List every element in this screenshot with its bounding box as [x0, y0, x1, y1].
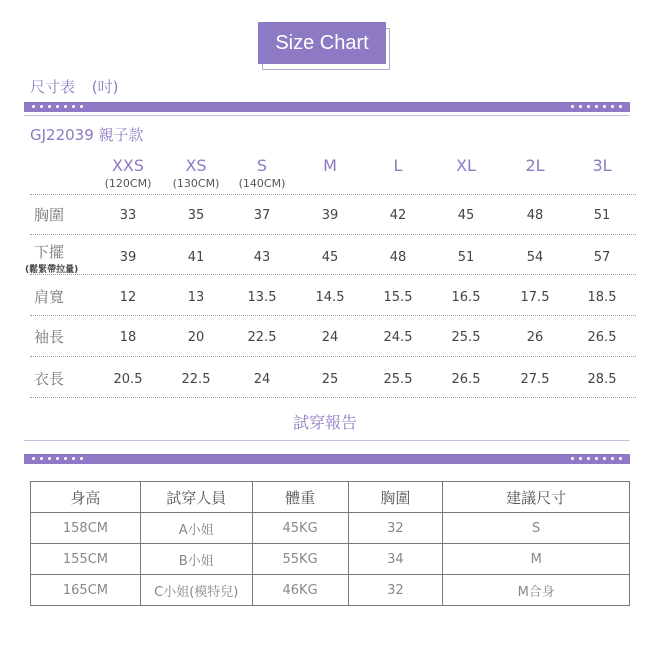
measurement-value: 22.5 — [181, 372, 211, 387]
size-header: 3L — [592, 156, 612, 175]
cell-chest: 32 — [348, 575, 443, 606]
measurement-value: 57 — [593, 250, 611, 265]
measurement-value: 48 — [526, 208, 544, 223]
size-header: M — [323, 156, 337, 175]
bottom-divider-bar — [24, 454, 630, 464]
row-divider — [30, 397, 636, 398]
table-row — [31, 513, 630, 544]
size-chart-title — [258, 22, 390, 70]
measurement-value: 14.5 — [315, 290, 345, 305]
measurement-value: 20.5 — [113, 372, 143, 387]
cell-chest: 34 — [348, 544, 443, 575]
measurement-value: 54 — [526, 250, 544, 265]
measurement-label: 胸圍 — [34, 206, 65, 224]
cell-tester: B小姐 — [140, 544, 252, 575]
measurement-value: 12 — [119, 290, 137, 305]
header-suggested-size: 建議尺寸 — [443, 482, 630, 513]
row-divider — [30, 274, 636, 275]
measurement-value: 13.5 — [247, 290, 277, 305]
measurement-value: 28.5 — [587, 372, 617, 387]
cell-height: 165CM — [31, 575, 141, 606]
section-label — [30, 76, 119, 97]
measurement-label: 下擺 — [34, 243, 65, 261]
cell-weight: 46KG — [252, 575, 348, 606]
fit-report-header-row — [31, 482, 630, 513]
row-divider — [30, 194, 636, 195]
cell-tester: C小姐(模特兒) — [140, 575, 252, 606]
cell-suggested-size: S — [443, 513, 630, 544]
measurement-value: 35 — [187, 208, 205, 223]
cell-height: 155CM — [31, 544, 141, 575]
measurement-value: 24 — [321, 330, 339, 345]
measurement-value: 17.5 — [520, 290, 550, 305]
bar-dots-right — [571, 104, 622, 110]
size-header: XL — [456, 156, 476, 175]
measurement-value: 27.5 — [520, 372, 550, 387]
measurement-value: 39 — [321, 208, 339, 223]
measurement-value: 16.5 — [451, 290, 481, 305]
fit-report-table — [30, 481, 630, 606]
measurement-value: 41 — [187, 250, 205, 265]
measurement-value: 13 — [187, 290, 205, 305]
top-divider-line — [24, 115, 630, 116]
product-code: GJ22039 親子款 — [30, 126, 144, 144]
measurement-value: 25 — [321, 372, 339, 387]
row-divider — [30, 234, 636, 235]
measurement-label: 衣長 — [34, 370, 65, 388]
cell-chest: 32 — [348, 513, 443, 544]
cell-weight: 45KG — [252, 513, 348, 544]
size-height-note: (120CM) — [104, 177, 152, 190]
size-header: S — [256, 156, 268, 175]
size-header: 2L — [525, 156, 545, 175]
measurement-value: 20 — [187, 330, 205, 345]
measurement-value: 42 — [389, 208, 407, 223]
cell-weight: 55KG — [252, 544, 348, 575]
bar-dots-right — [571, 456, 622, 462]
size-header: XXS — [111, 156, 145, 175]
measurement-value: 15.5 — [383, 290, 413, 305]
bottom-divider-line — [24, 440, 630, 441]
header-weight: 體重 — [252, 482, 348, 513]
title-box: Size Chart — [258, 22, 386, 64]
measurement-value: 45 — [321, 250, 339, 265]
cell-suggested-size: M — [443, 544, 630, 575]
measurement-value: 18.5 — [587, 290, 617, 305]
fit-report-title: 試穿報告 — [292, 413, 357, 432]
measurement-value: 45 — [457, 208, 475, 223]
measurement-value: 18 — [119, 330, 137, 345]
cell-height: 158CM — [31, 513, 141, 544]
header-height: 身高 — [31, 482, 141, 513]
measurement-label: 袖長 — [34, 328, 65, 346]
measurement-value: 43 — [253, 250, 271, 265]
measurement-value: 24 — [253, 372, 271, 387]
measurement-value: 26.5 — [451, 372, 481, 387]
measurement-value: 25.5 — [451, 330, 481, 345]
measurement-value: 51 — [593, 208, 611, 223]
measurement-value: 48 — [389, 250, 407, 265]
bar-dots-left — [32, 456, 83, 462]
measurement-value: 26 — [526, 330, 544, 345]
measurement-value: 25.5 — [383, 372, 413, 387]
header-chest: 胸圍 — [348, 482, 443, 513]
cell-suggested-size: M合身 — [443, 575, 630, 606]
cell-tester: A小姐 — [140, 513, 252, 544]
section-unit: (吋) — [91, 78, 119, 96]
measurement-label: 肩寬 — [34, 288, 65, 306]
measurement-value: 33 — [119, 208, 137, 223]
header-tester: 試穿人員 — [140, 482, 252, 513]
row-divider — [30, 315, 636, 316]
size-height-note: (130CM) — [172, 177, 220, 190]
top-divider-bar — [24, 102, 630, 112]
table-row — [31, 544, 630, 575]
measurement-value: 37 — [253, 208, 271, 223]
section-label-text: 尺寸表 — [30, 78, 76, 96]
measurement-value: 22.5 — [247, 330, 277, 345]
size-header: L — [393, 156, 403, 175]
size-height-note: (140CM) — [238, 177, 286, 190]
measurement-note: (鬆緊帶拉量) — [25, 265, 79, 275]
measurement-value: 39 — [119, 250, 137, 265]
size-header: XS — [185, 156, 207, 175]
measurement-value: 26.5 — [587, 330, 617, 345]
bar-dots-left — [32, 104, 83, 110]
measurement-value: 51 — [457, 250, 475, 265]
table-row — [31, 575, 630, 606]
measurement-value: 24.5 — [383, 330, 413, 345]
row-divider — [30, 356, 636, 357]
